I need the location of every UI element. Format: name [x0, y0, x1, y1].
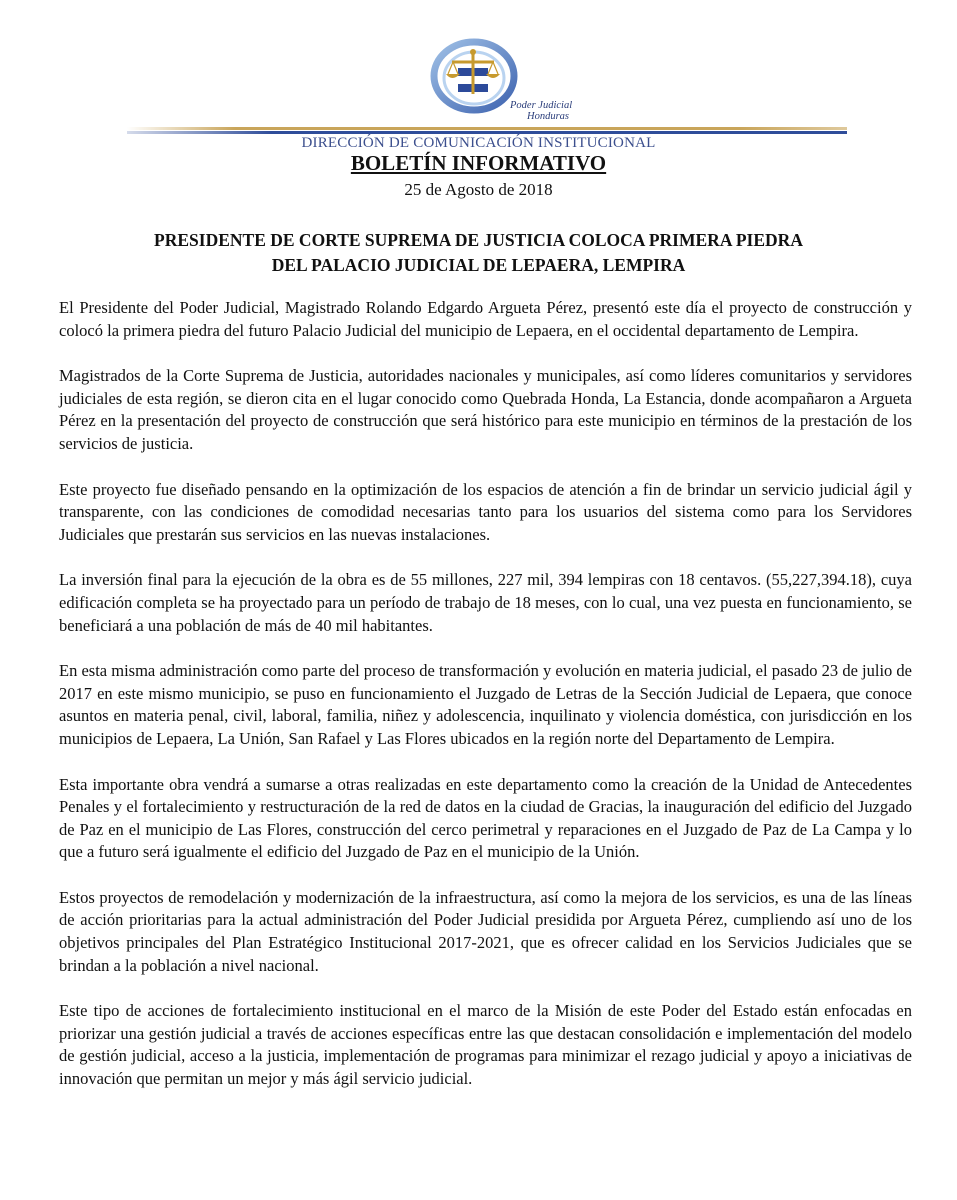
paragraph: El Presidente del Poder Judicial, Magistrado Rolando Edgardo Argueta Pérez, presentó este día el proyecto de construcción y colocó la primera piedra del futuro Palacio Judicial del municipio de Lepaera, en el occidental departamento de Lempira.	[59, 298, 912, 340]
paragraph: Este proyecto fue diseñado pensando en la optimización de los espacios de atención a fin de brindar un servicio judicial ágil y transparente, con las condiciones de comodidad necesarias tanto para los usuarios del sistema como para los Servidores Judiciales que prestarán sus servicios en las nuevas instalaciones.	[59, 479, 912, 544]
headline-line-1: PRESIDENTE DE CORTE SUPREMA DE JUSTICIA COLOCA PRIMERA PIEDRA	[154, 230, 803, 250]
department-name: DIRECCIÓN DE COMUNICACIÓN INSTITUCIONAL	[301, 135, 656, 151]
article-headline	[60, 228, 897, 278]
paragraph: Este tipo de acciones de fortalecimiento institucional en el marco de la Misión de este Poder del Estado están enfocadas en priorizar una gestión judicial a través de acciones específicas entre las que destacan consolidación e implementación del modelo de gestión judicial, acceso a la justicia, implementación de programas para minimizar el rezago judicial y apoyo a iniciativas de innovación que permitan un mejor y más ágil servicio judicial.	[59, 1001, 912, 1089]
article-body	[59, 297, 912, 1114]
logo-caption	[510, 100, 572, 122]
bulletin-title-text: BOLETÍN INFORMATIVO	[350, 151, 607, 175]
paragraph: La inversión final para la ejecución de la obra es de 55 millones, 227 mil, 394 lempiras con 18 centavos. (55,227,394.18), cuya edificación completa se ha proyectado para un período de trabajo de 18 meses, con lo cual, una vez puesta en funcionamiento, se beneficiará a una población de más de 40 mil habitantes.	[59, 570, 912, 635]
logo-line-1: Poder Judicial	[510, 100, 573, 111]
paragraph: Estos proyectos de remodelación y modernización de la infraestructura, así como la mejora de los servicios, es una de las líneas de acción prioritarias para la actual administración del Poder Judicial presidida por Argueta Pérez, cumpliendo así uno de los objetivos principales del Plan Estratégico Institucional 2017-2021, que es ofrecer calidad en los Servicios Judiciales que se brindan a la población a nivel nacional.	[59, 887, 912, 975]
bulletin-title	[0, 151, 957, 176]
paragraph: Esta importante obra vendrá a sumarse a otras realizadas en este departamento como la creación de la Unidad de Antecedentes Penales y el fortalecimiento y restructuración de la red de datos en la ciudad de Gracias, la inauguración del edificio del Juzgado de Paz en el municipio de Las Flores, construcción del cerco perimetral y reparaciones en el Juzgado de Paz de La Campa y lo que a futuro será igualmente el edificio del Juzgado de Paz en el municipio de la Unión.	[59, 774, 912, 862]
paragraph: Magistrados de la Corte Suprema de Justicia, autoridades nacionales y municipales, así como líderes comunitarios y servidores judiciales de esta región, se dieron cita en el lugar conocido como Quebrada Honda, La Estancia, donde acompañaron a Argueta Pérez en la presentación del proyecto de construcción que será histórico para este municipio en términos de la prestación de los servicios de justicia.	[59, 366, 912, 453]
bulletin-date: 25 de Agosto de 2018	[404, 180, 553, 199]
logo-line-2: Honduras	[527, 111, 570, 122]
paragraph: En esta misma administración como parte del proceso de transformación y evolución en materia judicial, el pasado 23 de julio de 2017 en este mismo municipio, se puso en funcionamiento el Juzgado de Letras de la Sección Judicial de Lepaera, que conoce asuntos en materia penal, civil, laboral, familia, niñez y adolescencia, inquilinato y violencia doméstica, con jurisdicción en los municipios de Lepaera, La Unión, San Rafael y Las Flores ubicados en la región norte del Departamento de Lempira.	[59, 661, 912, 748]
poder-judicial-logo	[430, 38, 595, 128]
headline-line-2: DEL PALACIO JUDICIAL DE LEPAERA, LEMPIRA	[271, 255, 686, 275]
